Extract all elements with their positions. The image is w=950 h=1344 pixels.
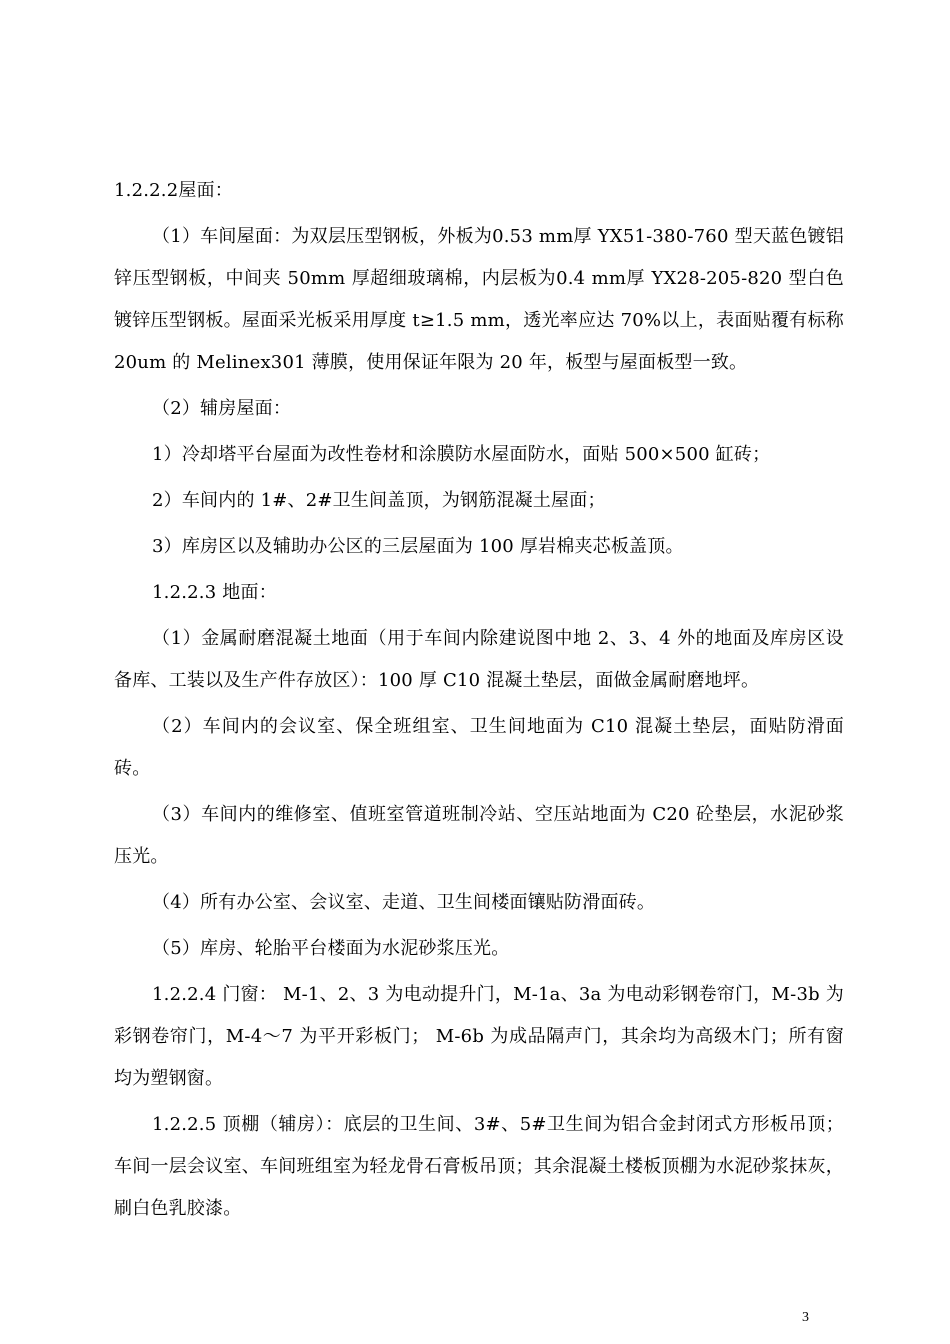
heading-floor: 1.2.2.3 地面： — [152, 582, 277, 603]
paragraph-floor-2: （2）车间内的会议室、保全班组室、卫生间地面为 C10 混凝土垫层，面贴防滑面砖。 — [114, 716, 844, 779]
paragraph-floor-5: （5）库房、轮胎平台楼面为水泥砂浆压光。 — [152, 938, 510, 959]
paragraph-floor-4: （4）所有办公室、会议室、走道、卫生间楼面镶贴防滑面砖。 — [152, 892, 656, 913]
list-item-cooling-tower-roof: 1）冷却塔平台屋面为改性卷材和涂膜防水屋面防水，面贴 500×500 缸砖； — [152, 444, 771, 465]
paragraph-floor-3: （3）车间内的维修室、值班室管道班制冷站、空压站地面为 C20 砼垫层，水泥砂浆压光。 — [114, 804, 844, 867]
heading-roof: 1.2.2.2屋面： — [114, 180, 233, 201]
list-item-restroom-roof: 2）车间内的 1#、2#卫生间盖顶，为钢筋混凝土屋面； — [152, 490, 606, 511]
document-body — [114, 170, 844, 1234]
paragraph-floor-1: （1）金属耐磨混凝土地面（用于车间内除建说图中地 2、3、4 外的地面及库房区设备库、工装以及生产件存放区）：100 厚 C10 混凝土垫层，面做金属耐磨地坪。 — [114, 628, 844, 691]
list-item-warehouse-roof: 3）库房区以及辅助办公区的三层屋面为 100 厚岩棉夹芯板盖顶。 — [152, 536, 684, 557]
paragraph-ceiling: 1.2.2.5 顶棚（辅房）：底层的卫生间、3#、5#卫生间为铝合金封闭式方形板吊顶；车间一层会议室、车间班组室为轻龙骨石膏板吊顶；其余混凝土楼板顶棚为水泥砂浆抹灰，刷白色乳胶漆。 — [114, 1114, 844, 1219]
paragraph-workshop-roof: （1）车间屋面：为双层压型钢板，外板为0.53 mm厚 YX51-380-760 型天蓝色镀铝锌压型钢板，中间夹 50mm 厚超细玻璃棉，内层板为0.4 mm厚 YX28-205-820 型白色镀锌压型钢板。屋面采光板采用厚度 t≥1.5 mm，透光率应达 70%以上，表面贴覆有标称 20um 的 Melinex301 薄膜，使用保证年限为 20 年，板型与屋面板型一致。 — [114, 226, 844, 373]
paragraph-doors-windows: 1.2.2.4 门窗： M-1、2、3 为电动提升门，M-1a、3a 为电动彩钢卷帘门，M-3b 为彩钢卷帘门，M-4～7 为平开彩板门； M-6b 为成品隔声门，其余均为高级木门；所有窗均为塑钢窗。 — [114, 984, 844, 1089]
page-number: 3 — [802, 1310, 809, 1325]
paragraph-auxiliary-roof-title: （2）辅房屋面： — [152, 398, 292, 419]
